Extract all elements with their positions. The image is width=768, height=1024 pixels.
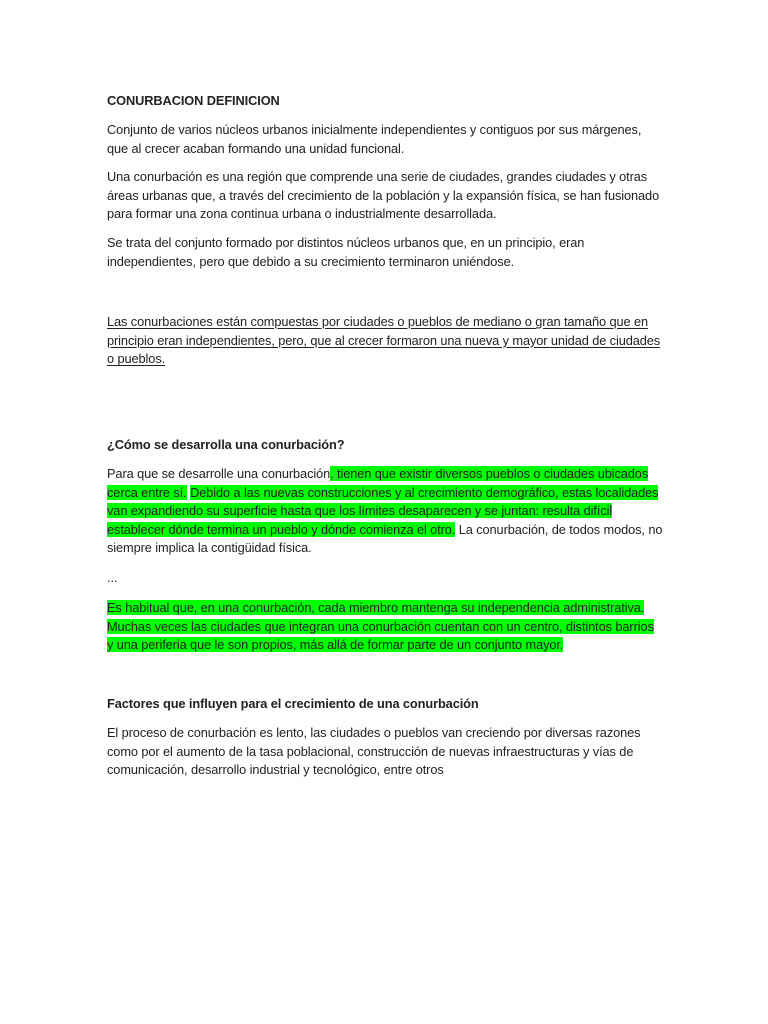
develop-p1-end: La conurbación, de todos modos, no siempre implica la contigüidad física. — [107, 521, 663, 556]
definition-paragraph: Conjunto de varios núcleos urbanos inicialmente independientes y contiguos por sus márgenes, que al crecer acaban formando una unidad funcional. — [107, 122, 642, 156]
document-title: CONURBACION DEFINICION — [107, 93, 280, 108]
develop-heading: ¿Cómo se desarrolla una conurbación? — [107, 437, 345, 452]
factors-paragraph: El proceso de conurbación es lento, las ciudades o pueblos van creciendo por diversas razones como por el aumento de la tasa poblacional, construcción de nuevas infraestructuras y vías de comunicación, desarrollo industrial y tecnológico, entre otros — [107, 725, 641, 778]
composition-paragraph: Las conurbaciones están compuestas por ciudades o pueblos de mediano o gran tamaño que en principio eran independientes, pero, que al crecer formaron una nueva y mayor unidad de ciudades o pueblos. — [107, 314, 661, 367]
develop-p1-highlight-2: Debido a las nuevas construcciones y al crecimiento demográfico, estas localidades van expandiendo su superficie hasta que los límites desaparecen y se juntan: resulta difícil establecer dónde termina un pueblo y dónde comienza el otro. — [107, 484, 659, 537]
develop-paragraph-1 — [107, 465, 663, 558]
region-paragraph: Una conurbación es una región que comprende una serie de ciudades, grandes ciudades y otras áreas urbanas que, a través del crecimiento de la población y la expansión física, se han fusionado para formar una zona continua urbana o industrialmente desarrollada. — [107, 169, 660, 222]
develop-paragraph-2 — [107, 599, 663, 655]
develop-p1-start: Para que se desarrolle una conurbación — [107, 466, 331, 481]
conjunto-paragraph: Se trata del conjunto formado por distintos núcleos urbanos que, en un principio, eran independientes, pero que debido a su crecimiento terminaron uniéndose. — [107, 235, 585, 269]
develop-p1-highlight-1: , tienen que existir diversos pueblos o ciudades ubicados cerca entre sí. — [107, 466, 649, 500]
develop-p2-highlight: Es habitual que, en una conurbación, cada miembro mantenga su independencia administrativa. Muchas veces las ciudades que integran una conurbación cuentan con un centro, distintos barrios y una periferia que le son propios, más allá de formar parte de un conjunto mayor. — [107, 600, 654, 653]
factors-heading: Factores que influyen para el crecimiento de una conurbación — [107, 696, 479, 711]
ellipsis: ... — [107, 570, 118, 585]
